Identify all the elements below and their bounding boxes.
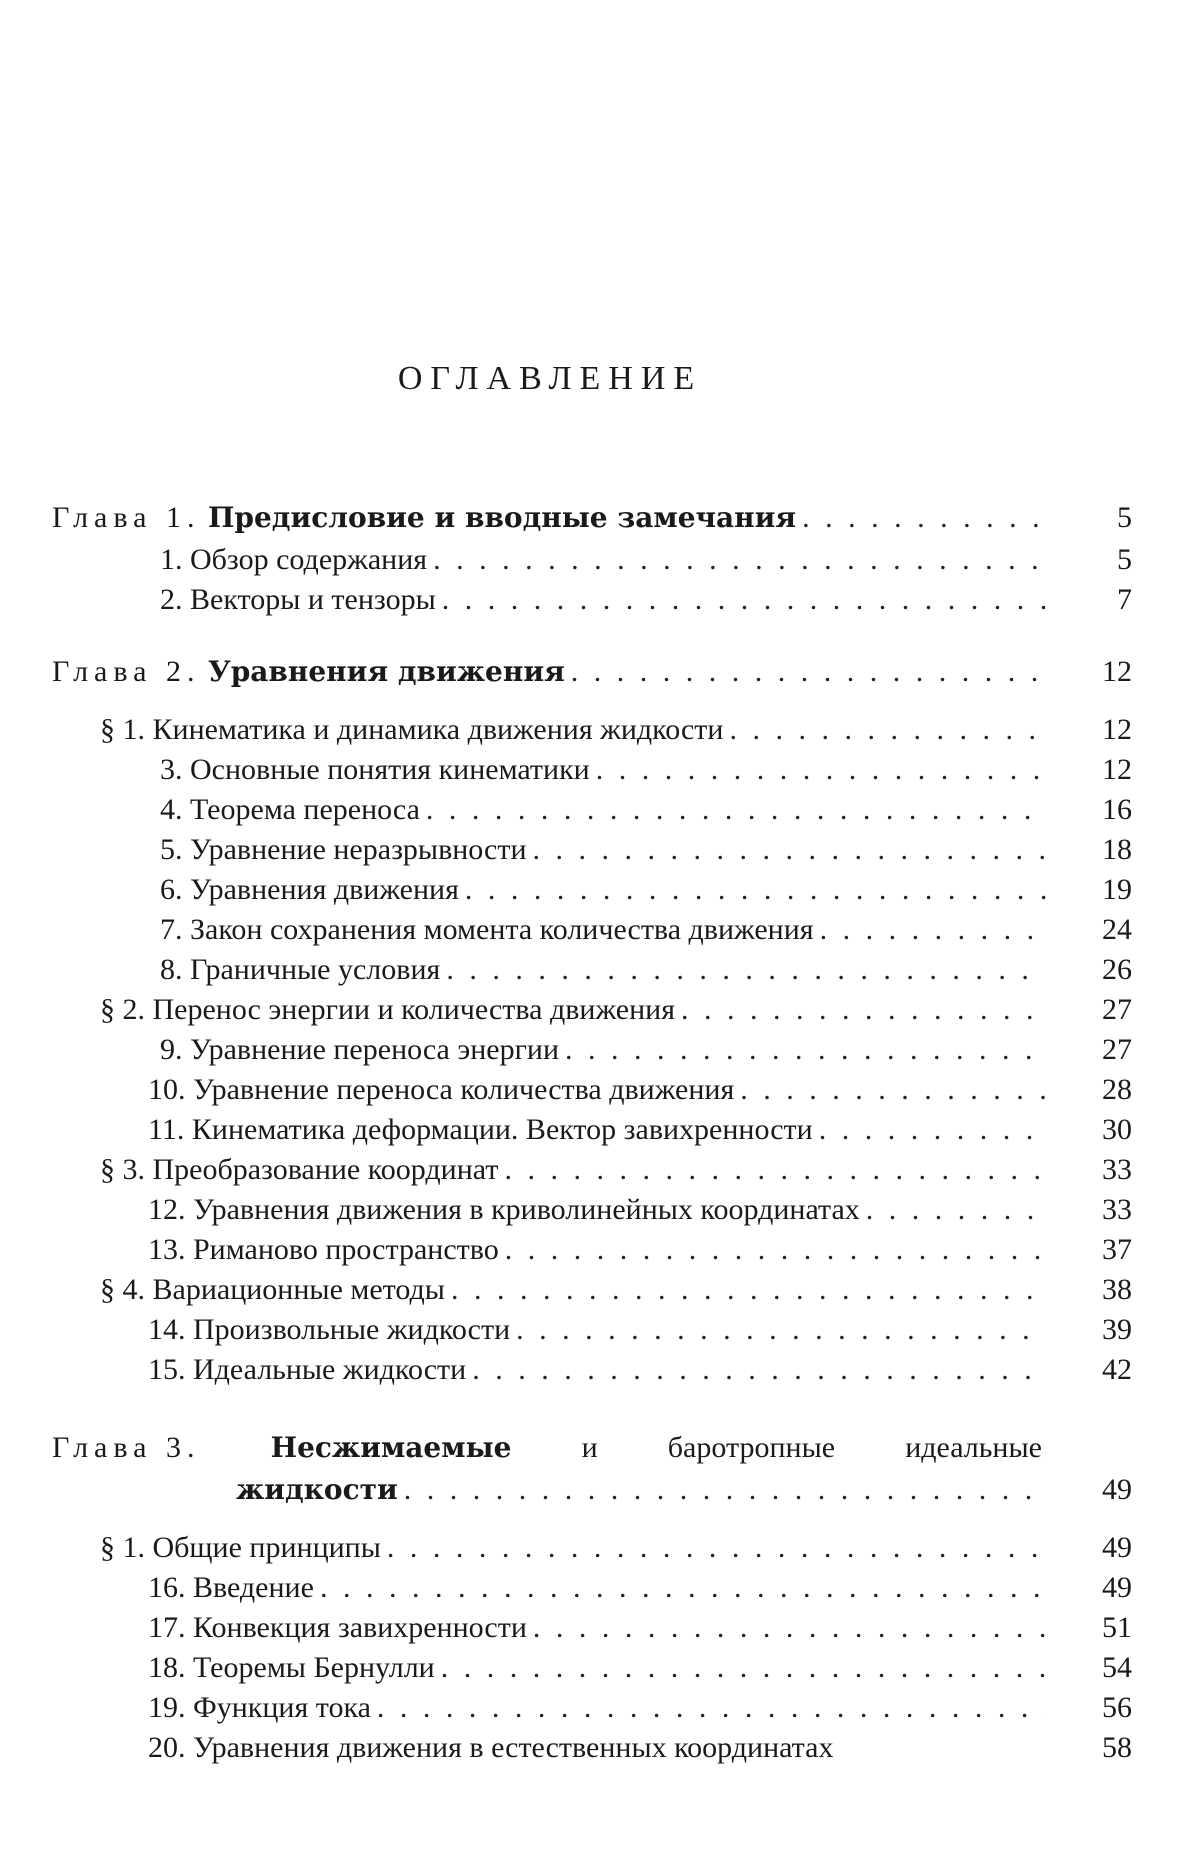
page-number: 27 <box>1102 1033 1132 1066</box>
leader-dots <box>472 1350 1046 1390</box>
section-title: § 2. Перенос энергии и количества движения <box>100 993 676 1026</box>
leader-dots <box>802 498 1046 538</box>
leader-dots <box>465 870 1046 910</box>
page-number: 27 <box>1102 993 1132 1026</box>
chapter-title: Уравнения движения <box>207 655 565 688</box>
toc-entry-row[interactable] <box>160 870 1132 910</box>
page-number: 26 <box>1102 953 1132 986</box>
toc-entry-row[interactable] <box>148 1688 1132 1728</box>
toc-section-row[interactable] <box>100 1270 1132 1310</box>
entry-title: 8. Граничные условия <box>160 953 441 986</box>
page-number: 51 <box>1102 1611 1132 1644</box>
leader-dots <box>441 1648 1046 1688</box>
page-number: 49 <box>1102 1571 1132 1604</box>
toc-entry-row[interactable] <box>148 1110 1132 1150</box>
page-number: 56 <box>1102 1691 1132 1724</box>
chapter-title: Предисловие и вводные замечания <box>207 501 797 534</box>
chapter-prefix: Глава 2. <box>52 655 201 688</box>
page-number: 33 <box>1102 1153 1132 1186</box>
toc-entry-row[interactable] <box>148 1648 1132 1688</box>
toc-entry-row[interactable] <box>160 790 1132 830</box>
page-number: 5 <box>1117 543 1132 576</box>
page-number: 7 <box>1117 583 1132 616</box>
page-number: 58 <box>1102 1731 1132 1764</box>
toc-entry-row[interactable] <box>148 1230 1132 1270</box>
leader-dots <box>571 652 1046 692</box>
toc-entry-row[interactable] <box>148 1190 1132 1230</box>
leader-dots <box>404 1470 1046 1510</box>
toc-chapter-row[interactable] <box>52 498 1132 538</box>
leader-dots <box>504 1150 1046 1190</box>
leader-dots <box>681 990 1046 1030</box>
leader-dots <box>442 580 1046 620</box>
entry-title: 15. Идеальные жидкости <box>148 1353 467 1386</box>
leader-dots <box>866 1190 1046 1230</box>
leader-dots <box>387 1528 1046 1568</box>
page-number: 12 <box>1102 655 1132 688</box>
page-number: 49 <box>1102 1473 1132 1506</box>
leader-dots <box>820 910 1046 950</box>
page-number: 39 <box>1102 1313 1132 1346</box>
entry-title: 9. Уравнение переноса энергии <box>160 1033 560 1066</box>
toc-entry-row[interactable] <box>160 830 1132 870</box>
page-number: 24 <box>1102 913 1132 946</box>
entry-title: 2. Векторы и тензоры <box>160 583 436 616</box>
page-number: 16 <box>1102 793 1132 826</box>
toc-entry-row[interactable] <box>148 1568 1132 1608</box>
entry-title: 3. Основные понятия кинематики <box>160 753 590 786</box>
entry-title: 5. Уравнение неразрывности <box>160 833 527 866</box>
page-number: 49 <box>1102 1531 1132 1564</box>
leader-dots <box>433 540 1046 580</box>
toc-entry-row[interactable] <box>160 1030 1132 1070</box>
toc-section-row[interactable] <box>100 1528 1132 1568</box>
toc-entry-row[interactable] <box>160 950 1132 990</box>
toc-chapter-title-line1[interactable] <box>52 1428 1042 1468</box>
page-number: 33 <box>1102 1193 1132 1226</box>
page-number: 5 <box>1117 501 1132 534</box>
leader-dots <box>819 1110 1046 1150</box>
page-number: 37 <box>1102 1233 1132 1266</box>
leader-dots <box>516 1310 1046 1350</box>
page-number: 12 <box>1102 753 1132 786</box>
chapter-prefix: Глава 1. <box>52 501 201 534</box>
toc-entry-row[interactable] <box>160 580 1132 620</box>
page-title: ОГЛАВЛЕНИЕ <box>397 360 703 397</box>
toc-entry-row[interactable] <box>160 750 1132 790</box>
toc-entry-row[interactable] <box>160 910 1132 950</box>
leader-dots <box>426 790 1046 830</box>
entry-title: 11. Кинематика деформации. Вектор завихренности <box>148 1113 813 1146</box>
toc-chapter-row[interactable] <box>236 1470 1132 1510</box>
entry-title: 19. Функция тока <box>148 1691 371 1724</box>
page-number: 54 <box>1102 1651 1132 1684</box>
page-number: 12 <box>1102 713 1132 746</box>
leader-dots <box>505 1230 1046 1270</box>
toc-section-row[interactable] <box>100 1150 1132 1190</box>
page-number: 38 <box>1102 1273 1132 1306</box>
entry-title: 10. Уравнение переноса количества движения <box>148 1073 735 1106</box>
chapter-title-word: Несжимаемые <box>270 1431 512 1464</box>
section-title: § 4. Вариационные методы <box>100 1273 445 1306</box>
page-number: 30 <box>1102 1113 1132 1146</box>
page-number: 19 <box>1102 873 1132 906</box>
toc-entry-row[interactable] <box>148 1728 1132 1768</box>
leader-dots <box>740 1070 1046 1110</box>
leader-dots <box>729 710 1046 750</box>
leader-dots <box>451 1270 1046 1310</box>
chapter-title-word: баротропные <box>667 1431 836 1464</box>
entry-title: 18. Теоремы Бернулли <box>148 1651 435 1684</box>
chapter-prefix: Глава 3. <box>52 1431 201 1464</box>
entry-title: 20. Уравнения движения в естественных координатах <box>148 1731 834 1764</box>
entry-title: 16. Введение <box>148 1571 314 1604</box>
toc-chapter-row[interactable] <box>52 652 1132 692</box>
toc-entry-row[interactable] <box>148 1070 1132 1110</box>
entry-title: 17. Конвекция завихренности <box>148 1611 527 1644</box>
entry-title: 6. Уравнения движения <box>160 873 459 906</box>
entry-title: 7. Закон сохранения момента количества движения <box>160 913 814 946</box>
page-number: 28 <box>1102 1073 1132 1106</box>
toc-entry-row[interactable] <box>148 1608 1132 1648</box>
chapter-title-word: и <box>581 1431 598 1464</box>
entry-title: 13. Риманово пространство <box>148 1233 499 1266</box>
toc-entry-row[interactable] <box>148 1350 1132 1390</box>
toc-entry-row[interactable] <box>160 540 1132 580</box>
chapter-title-line2: жидкости <box>236 1473 398 1506</box>
section-title: § 1. Кинематика и динамика движения жидкости <box>100 713 724 746</box>
leader-dots <box>533 830 1046 870</box>
leader-dots <box>565 1030 1046 1070</box>
chapter-title-word: идеальные <box>905 1431 1042 1464</box>
leader-dots <box>596 750 1046 790</box>
toc-entry-row[interactable] <box>148 1310 1132 1350</box>
toc-section-row[interactable] <box>100 710 1132 750</box>
section-title: § 3. Преобразование координат <box>100 1153 499 1186</box>
entry-title: 1. Обзор содержания <box>160 543 428 576</box>
leader-dots <box>320 1568 1046 1608</box>
page-number: 18 <box>1102 833 1132 866</box>
leader-dots <box>446 950 1046 990</box>
leader-dots <box>533 1608 1046 1648</box>
toc-section-row[interactable] <box>100 990 1132 1030</box>
entry-title: 4. Теорема переноса <box>160 793 420 826</box>
section-title: § 1. Общие принципы <box>100 1531 381 1564</box>
entry-title: 14. Произвольные жидкости <box>148 1313 511 1346</box>
leader-dots <box>377 1688 1046 1728</box>
entry-title: 12. Уравнения движения в криволинейных координатах <box>148 1193 860 1226</box>
page-number: 42 <box>1102 1353 1132 1386</box>
